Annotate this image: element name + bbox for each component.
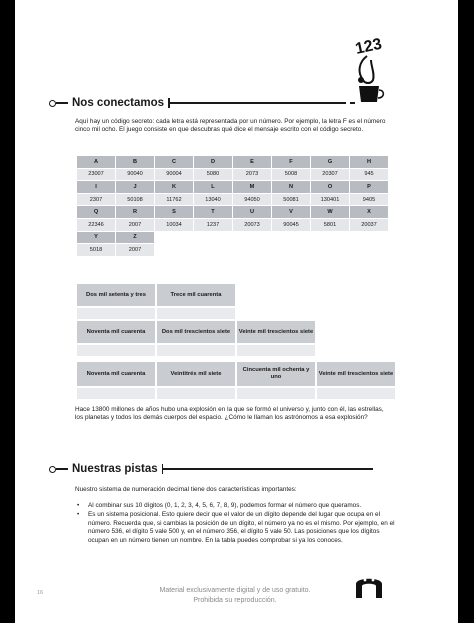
empty-cell — [194, 244, 233, 257]
pistas-intro: Nuestro sistema de numeración decimal tiene dos características importantes: — [75, 486, 297, 493]
grid-word-cell: Noventa mil cuarenta — [76, 361, 156, 387]
intro-paragraph: Aquí hay un código secreto: cada letra está representada por un número. Por ejemplo, la letra F es el número cinco mil ocho. El juego consiste en que descubras qué dice el mensaje escrito con el código secreto. — [75, 118, 386, 134]
header-circle-marker — [49, 100, 56, 107]
empty-cell — [194, 231, 233, 244]
code-letter-row — [77, 206, 389, 219]
code-letter-cell: H — [350, 156, 389, 169]
grid-blank-cell[interactable] — [156, 387, 236, 400]
header-line — [56, 468, 68, 470]
question-paragraph: Hace 13800 millones de años hubo una explosión en la que se formó el universo y, junto con él, las estrellas, los planetas y todos los demás cuerpos del espacio. ¿Cómo le llaman los astrónomos a esa explosión? — [75, 406, 384, 422]
code-letter-cell: A — [77, 156, 116, 169]
secret-code-table — [76, 155, 389, 257]
code-value-cell: 50108 — [116, 193, 155, 206]
grid-word-cell: Dos mil setenta y tres — [76, 283, 156, 307]
empty-cell — [155, 244, 194, 257]
code-letter-cell: N — [272, 181, 311, 194]
code-value-cell: 90004 — [155, 168, 194, 181]
header-line — [56, 102, 68, 104]
grid-word-cell: Cincuenta mil ochenta y uno — [236, 361, 316, 387]
code-letter-cell: T — [194, 206, 233, 219]
grid-word-cell: Veintitrés mil siete — [156, 361, 236, 387]
code-value-cell: 5008 — [272, 168, 311, 181]
grid-word-cell: Noventa mil cuarenta — [76, 320, 156, 344]
code-value-cell: 2007 — [116, 244, 155, 257]
code-letter-cell: R — [116, 206, 155, 219]
code-letter-cell: L — [194, 181, 233, 194]
code-letter-cell: C — [155, 156, 194, 169]
code-value-cell: 10034 — [155, 218, 194, 231]
grid-blank-cell[interactable] — [156, 344, 236, 357]
deco-numbers: 123 — [353, 36, 384, 58]
empty-cell — [233, 244, 272, 257]
list-item: • Al combinar sus 10 dígitos (0, 1, 2, 3, 4, 5, 6, 7, 8, 9), podemos formar el número que queramos. — [75, 502, 395, 510]
code-value-row — [77, 193, 389, 206]
list-item: • Es un sistema posicional. Esto quiere decir que el valor de un dígito depende del lugar que ocupa en el número. Recuerda que, si cambias la posición de un dígito, el número ya no es el mismo. Por ejemplo, en el número 536, el dígito 5 vale 500 y, en el número 356, el dígito 5 vale 50. Las posiciones que los dígitos ocupan en un número tienen un nombre. En la tabla puedes comprobar si ya los conoces. — [75, 511, 395, 545]
empty-cell — [350, 244, 389, 257]
code-value-cell: 5801 — [311, 218, 350, 231]
empty-cell — [233, 231, 272, 244]
page-number: 16 — [37, 590, 44, 596]
code-value-cell: 5018 — [77, 244, 116, 257]
grid-blank-cell[interactable] — [316, 387, 396, 400]
code-letter-row — [77, 181, 389, 194]
code-value-row — [77, 168, 389, 181]
arch-character-illustration — [353, 574, 385, 600]
empty-cell — [155, 231, 194, 244]
code-letter-cell: Y — [77, 231, 116, 244]
code-value-cell: 20307 — [311, 168, 350, 181]
code-value-cell: 5080 — [194, 168, 233, 181]
code-value-cell: 2307 — [77, 193, 116, 206]
code-value-cell: 130401 — [311, 193, 350, 206]
characteristics-list — [75, 502, 395, 546]
code-value-cell: 20073 — [233, 218, 272, 231]
grid-word-cell: Veinte mil trescientos siete — [236, 320, 316, 344]
code-letter-cell: J — [116, 181, 155, 194]
empty-cell — [311, 231, 350, 244]
grid-blank-cell[interactable] — [76, 344, 156, 357]
code-value-row — [77, 218, 389, 231]
code-letter-cell: O — [311, 181, 350, 194]
grid-word-cell: Dos mil trescientos siete — [156, 320, 236, 344]
code-value-cell: 2073 — [233, 168, 272, 181]
code-value-cell: 1237 — [194, 218, 233, 231]
code-value-cell: 11762 — [155, 193, 194, 206]
code-value-cell: 23007 — [77, 168, 116, 181]
code-value-cell: 945 — [350, 168, 389, 181]
code-letter-cell: U — [233, 206, 272, 219]
code-letter-cell: G — [311, 156, 350, 169]
section-title: Nuestras pistas — [72, 463, 158, 475]
code-letter-row — [77, 156, 389, 169]
empty-cell — [350, 231, 389, 244]
code-value-cell: 90040 — [116, 168, 155, 181]
footer-notice — [125, 586, 345, 605]
code-value-cell: 22346 — [77, 218, 116, 231]
grid-blank-cell[interactable] — [156, 307, 236, 320]
code-letter-cell: Z — [116, 231, 155, 244]
grid-word-cell: Trece mil cuarenta — [156, 283, 236, 307]
worksheet-page — [15, 0, 458, 623]
grid-blank-cell[interactable] — [236, 344, 316, 357]
code-letter-cell: B — [116, 156, 155, 169]
code-value-cell: 90045 — [272, 218, 311, 231]
grid-blank-cell[interactable] — [236, 387, 316, 400]
code-letter-cell: S — [155, 206, 194, 219]
code-letter-cell: V — [272, 206, 311, 219]
code-letter-row — [77, 231, 389, 244]
code-value-cell: 9405 — [350, 193, 389, 206]
code-letter-cell: P — [350, 181, 389, 194]
code-value-cell: 13040 — [194, 193, 233, 206]
header-dash — [350, 102, 355, 104]
section-header-nuestras-pistas — [49, 462, 373, 476]
section-title: Nos conectamos — [72, 97, 165, 109]
code-value-cell: 94050 — [233, 193, 272, 206]
grid-word-cell: Veinte mil trescientos siete — [316, 361, 396, 387]
code-value-row — [77, 244, 389, 257]
header-circle-marker — [49, 466, 56, 473]
section-header-nos-conectamos — [49, 96, 355, 110]
code-letter-cell: X — [350, 206, 389, 219]
empty-cell — [311, 244, 350, 257]
code-value-cell: 2007 — [116, 218, 155, 231]
empty-cell — [272, 231, 311, 244]
code-letter-cell: F — [272, 156, 311, 169]
code-letter-cell: E — [233, 156, 272, 169]
code-letter-cell: D — [194, 156, 233, 169]
code-letter-cell: Q — [77, 206, 116, 219]
header-line — [170, 102, 346, 104]
grid-blank-cell[interactable] — [76, 307, 156, 320]
code-letter-cell: M — [233, 181, 272, 194]
code-letter-cell: W — [311, 206, 350, 219]
grid-blank-cell[interactable] — [76, 387, 156, 400]
code-letter-cell: K — [155, 181, 194, 194]
code-letter-cell: I — [77, 181, 116, 194]
footer-line: Material exclusivamente digital y de uso gratuito. — [159, 587, 311, 594]
empty-cell — [272, 244, 311, 257]
code-value-cell: 50081 — [272, 193, 311, 206]
header-line — [163, 468, 373, 470]
footer-line: Prohibida su reproducción. — [193, 596, 277, 604]
code-value-cell: 20037 — [350, 218, 389, 231]
